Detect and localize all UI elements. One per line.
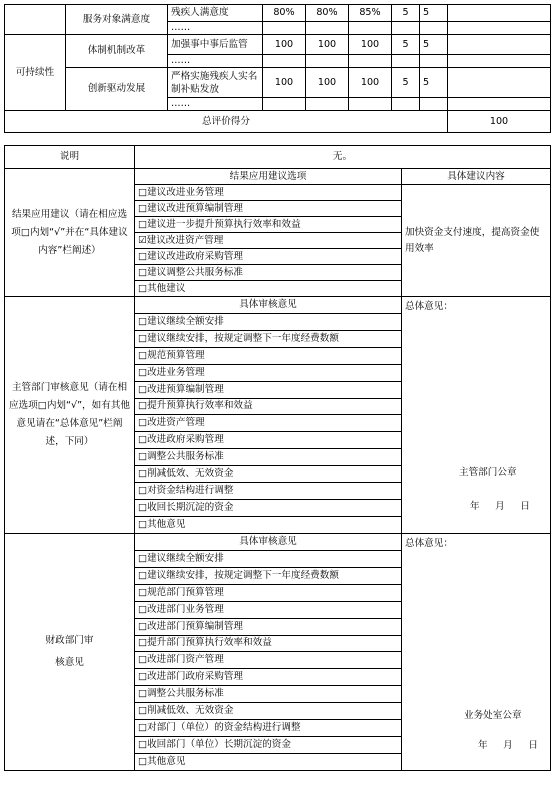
result-option[interactable]: □其他建议 [135, 281, 402, 297]
result-option[interactable]: □建议进一步提升预算执行效率和效益 [135, 217, 402, 233]
result-content-header: 具体建议内容 [402, 169, 551, 185]
value-cell: 5 [420, 35, 448, 55]
result-options-header: 结果应用建议选项 [135, 169, 402, 185]
total-score-label: 总评价得分 [5, 111, 448, 133]
result-option[interactable]: □建议调整公共服务标准 [135, 265, 402, 281]
sub-indicator-cell: 服务对象满意度 [66, 5, 168, 35]
value-cell: 5 [392, 68, 420, 98]
dept-option[interactable]: □建议继续安排，按规定调整下一年度经费数额 [135, 330, 402, 347]
sub-indicator-cell: 创新驱动发展 [66, 68, 168, 111]
indicator-table [4, 4, 551, 133]
note-row [5, 146, 551, 169]
value-cell: 5 [392, 35, 420, 55]
finance-option[interactable]: □规范部门预算管理 [135, 584, 402, 601]
finance-header-row [5, 534, 551, 551]
finance-section-label: 财政部门审核意见 [5, 534, 135, 771]
sub-indicator-cell: 体制机制改革 [66, 35, 168, 68]
dept-overall-label: 总体意见： [405, 301, 453, 312]
finance-stamp-label: 业务处室公章 [464, 710, 522, 721]
dept-option[interactable]: □削减低效、无效资金 [135, 466, 402, 483]
value-cell: 100 [263, 68, 306, 98]
finance-option[interactable]: □改进部门预算编制管理 [135, 618, 402, 635]
value-cell: 100 [349, 35, 392, 55]
result-section-label: 结果应用建议（请在相应选项□内划“√”并在“具体建议内容”栏阐述） [5, 169, 135, 297]
value-cell: 100 [263, 35, 306, 55]
value-cell: 5 [420, 5, 448, 22]
note-value: 无。 [135, 146, 551, 169]
value-cell: 5 [392, 5, 420, 22]
value-cell [448, 5, 551, 22]
finance-option[interactable]: □其他意见 [135, 753, 402, 770]
result-header-row [5, 169, 551, 185]
dept-option[interactable]: □对资金结构进行调整 [135, 483, 402, 500]
dept-date-label: 年 月 日 [470, 501, 533, 512]
value-cell: 100 [306, 35, 349, 55]
result-option[interactable]: ☑建议改进资产管理 [135, 233, 402, 249]
total-score-row [5, 111, 551, 133]
finance-option[interactable]: □改进部门业务管理 [135, 601, 402, 618]
indicator-name: 残疾人满意度 [168, 5, 263, 22]
value-cell: 100 [306, 68, 349, 98]
dept-option[interactable]: □规范预算管理 [135, 347, 402, 364]
finance-date-label: 年 月 日 [478, 740, 541, 751]
dots-cell: …… [168, 98, 263, 111]
finance-overall-cell [402, 534, 551, 771]
total-score-value: 100 [448, 111, 551, 133]
finance-option[interactable]: □建议继续全额安排 [135, 550, 402, 567]
dept-option[interactable]: □收回长期沉淀的资金 [135, 500, 402, 517]
indicator-row [5, 68, 551, 98]
finance-option[interactable]: □削减低效、无效资金 [135, 703, 402, 720]
indicator-row [5, 35, 551, 55]
dept-stamp-label: 主管部门公章 [459, 467, 517, 478]
value-cell: 5 [420, 68, 448, 98]
dots-cell: …… [168, 55, 263, 68]
finance-option[interactable]: □调整公共服务标准 [135, 686, 402, 703]
finance-option[interactable]: □收回部门（单位）长期沉淀的资金 [135, 737, 402, 754]
finance-option[interactable]: □建议继续安排，按规定调整下一年度经费数额 [135, 567, 402, 584]
finance-option[interactable]: □改进部门政府采购管理 [135, 669, 402, 686]
dept-option[interactable]: □改进预算编制管理 [135, 381, 402, 398]
value-cell: 80% [263, 5, 306, 22]
dept-overall-cell [402, 297, 551, 534]
result-option[interactable]: □建议改进政府采购管理 [135, 249, 402, 265]
dept-option[interactable]: □改进政府采购管理 [135, 432, 402, 449]
finance-option[interactable]: □改进部门资产管理 [135, 652, 402, 669]
indicator-row [5, 5, 551, 22]
dept-option[interactable]: □提升预算执行效率和效益 [135, 398, 402, 415]
note-label: 说明 [5, 146, 135, 169]
indicator-name: 严格实施残疾人实名制补贴发放 [168, 68, 263, 98]
dots-cell: …… [168, 22, 263, 35]
category-cell [5, 5, 66, 35]
dept-section-label: 主管部门审核意见（请在相应选项□内划“√”，如有其他意见请在“总体意见”栏阐述，下同） [5, 297, 135, 534]
dept-option[interactable]: □调整公共服务标准 [135, 449, 402, 466]
dept-option[interactable]: □改进资产管理 [135, 415, 402, 432]
result-option[interactable]: □建议改进业务管理 [135, 185, 402, 201]
finance-option[interactable]: □提升部门预算执行效率和效益 [135, 635, 402, 652]
finance-option[interactable]: □对部门（单位）的资金结构进行调整 [135, 720, 402, 737]
indicator-name: 加强事中事后监管 [168, 35, 263, 55]
dept-header-row [5, 297, 551, 314]
dept-options-header: 具体审核意见 [135, 297, 402, 314]
finance-options-header: 具体审核意见 [135, 534, 402, 551]
value-cell: 85% [349, 5, 392, 22]
value-cell: 80% [306, 5, 349, 22]
dept-option[interactable]: □改进业务管理 [135, 364, 402, 381]
opinion-table [4, 145, 551, 771]
value-cell: 100 [349, 68, 392, 98]
result-option[interactable]: □建议改进预算编制管理 [135, 201, 402, 217]
dept-option[interactable]: □其他意见 [135, 516, 402, 533]
dept-option[interactable]: □建议继续全额安排 [135, 313, 402, 330]
finance-overall-label: 总体意见： [405, 538, 453, 549]
category-cell: 可持续性 [5, 35, 66, 111]
result-content: 加快资金支付速度，提高资金使用效率 [402, 185, 551, 297]
